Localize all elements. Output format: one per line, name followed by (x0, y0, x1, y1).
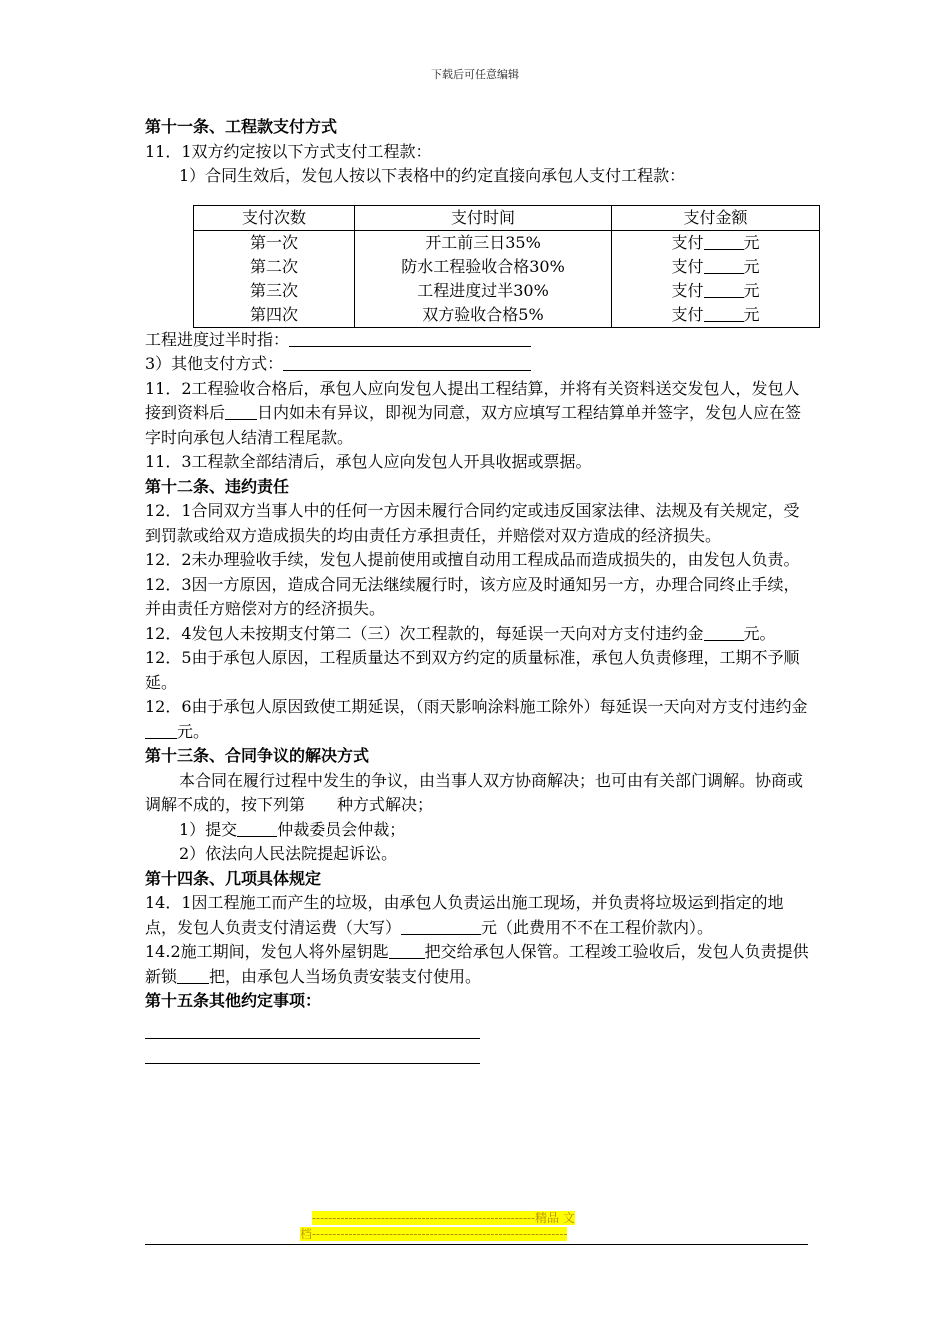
fee-blank[interactable] (401, 917, 481, 935)
clause-11-1-item-1: 1）合同生效后，发包人按以下表格中的约定直接向承包人支付工程款： (179, 166, 686, 185)
penalty-blank[interactable] (704, 623, 744, 641)
footer-divider (145, 1244, 808, 1245)
clause-11-3: 11．3工程款全部结清后，承包人应向发包人开具收据或票据。 (145, 452, 592, 471)
clause-text: 11．2工程验收合格后，承包人应向发包人提出工程结算，并将有关资料送交发包人，发包人接到资料后 (145, 378, 800, 422)
currency-label: 元 (743, 304, 760, 324)
key-count-blank[interactable] (389, 941, 425, 959)
pay-label: 支付 (671, 232, 704, 252)
pay-label: 支付 (671, 280, 704, 300)
amount-blank[interactable] (704, 280, 744, 298)
clause-14-1 (145, 891, 810, 940)
clause-12-6 (145, 695, 810, 744)
lock-count-blank[interactable] (177, 966, 209, 984)
payment-amount (612, 279, 820, 303)
payment-amount (612, 303, 820, 328)
other-terms-line[interactable] (145, 1014, 480, 1039)
pay-label: 支付 (671, 304, 704, 324)
currency-label: 元 (743, 256, 760, 276)
payment-amount (612, 230, 820, 255)
section-12-title: 第十二条、违约责任 (145, 476, 290, 496)
dispute-option-1 (145, 818, 810, 843)
payment-time: 双方验收合格5% (355, 303, 612, 328)
clause-12-5: 12．5由于承包人原因，工程质量达不到双方约定的质量标准，承包人负责修理，工期不予顺延。 (145, 648, 800, 692)
other-payment-blank[interactable] (283, 353, 531, 371)
table-header-cell: 支付次数 (194, 205, 355, 230)
table-row (194, 303, 820, 328)
clause-text: 12．4发包人未按期支付第二（三）次工程款的，每延误一天向对方支付违约金 (145, 623, 704, 643)
payment-number: 第三次 (194, 279, 355, 303)
clause-text: 元（此费用不不在工程价款内）。 (481, 917, 714, 937)
clause-12-1: 12．1合同双方当事人中的任何一方因未履行合同约定或违反国家法律、法规及有关规定，受到罚款或给双方造成损失的均由责任方承担责任，并赔偿对双方造成的经济损失。 (145, 501, 800, 545)
arbitration-blank[interactable] (237, 819, 277, 837)
clause-text: 12．6由于承包人原因致使工期延误，（雨天影响涂料施工除外）每延误一天向对方支付违约金 (145, 697, 808, 716)
clause-text: 元。 (177, 721, 210, 741)
footer-line: -------------------------------------------------------精品 文 (312, 1211, 575, 1225)
clause-text: 把，由承包人当场负责安装支付使用。 (209, 966, 482, 986)
section-11-title: 第十一条、工程款支付方式 (145, 117, 338, 136)
clause-text: 1）提交 (179, 819, 238, 839)
other-terms-line[interactable] (145, 1039, 480, 1064)
payment-number: 第一次 (194, 230, 355, 255)
section-15-title: 第十五条其他约定事项： (145, 991, 322, 1010)
table-header-cell: 支付金额 (612, 205, 820, 230)
clause-text: 把交给承包人保管。工程竣工验收后，发包人负责提供新锁 (145, 942, 809, 986)
table-row (194, 279, 820, 303)
clause-14-2 (145, 940, 810, 989)
other-payment (145, 352, 810, 377)
currency-label: 元 (743, 280, 760, 300)
amount-blank[interactable] (704, 256, 744, 274)
progress-label: 工程进度过半时指： (145, 329, 290, 349)
clause-text: 14．1因工程施工而产生的垃圾，由承包人负责运出施工现场，并负责将垃圾运到指定的地点，发包人负责支付清运费（大写） (145, 893, 784, 937)
page-header: 下载后可任意编辑 (431, 68, 519, 81)
document-body (145, 115, 810, 1064)
payment-time: 工程进度过半30% (355, 279, 612, 303)
payment-table (193, 205, 820, 328)
table-row (194, 255, 820, 279)
progress-blank[interactable] (289, 329, 531, 347)
amount-blank[interactable] (704, 304, 744, 322)
currency-label: 元 (743, 232, 760, 252)
table-header-row (194, 205, 820, 230)
clause-12-4 (145, 622, 810, 647)
payment-number: 第四次 (194, 303, 355, 328)
amount-blank[interactable] (704, 232, 744, 250)
clause-12-2: 12．2未办理验收手续，发包人提前使用或擅自动用工程成品而造成损失的，由发包人负责。 (145, 550, 800, 569)
payment-time: 开工前三日35% (355, 230, 612, 255)
clause-11-2 (145, 377, 810, 451)
clause-text: 日内如未有异议，即视为同意，双方应填写工程结算单并签字，发包人应在签字时向承包人结清工程尾款。 (145, 403, 802, 447)
pay-label: 支付 (671, 256, 704, 276)
payment-time: 防水工程验收合格30% (355, 255, 612, 279)
dispute-option-2: 2）依法向人民法院提起诉讼。 (179, 844, 398, 863)
table-header-cell: 支付时间 (355, 205, 612, 230)
table-row (194, 230, 820, 255)
footer-line: 档--------------------------------------------------------------- (300, 1227, 568, 1241)
dispute-clause: 本合同在履行过程中发生的争议，由当事人双方协商解决；也可由有关部门调解。协商或调解不成的，按下列第 种方式解决； (145, 770, 804, 814)
section-14-title: 第十四条、几项具体规定 (145, 868, 322, 888)
days-blank[interactable] (225, 402, 257, 420)
section-13-title: 第十三条、合同争议的解决方式 (145, 746, 370, 765)
payment-amount (612, 255, 820, 279)
progress-definition (145, 328, 810, 353)
clause-12-3: 12．3因一方原因，造成合同无法继续履行时，该方应及时通知另一方，办理合同终止手续，并由责任方赔偿对方的经济损失。 (145, 574, 800, 618)
clause-text: 元。 (743, 623, 776, 643)
other-payment-label: 3）其他支付方式： (145, 354, 284, 373)
footer-watermark (300, 1210, 650, 1242)
clause-text: 仲裁委员会仲裁； (277, 819, 406, 839)
clause-text: 14.2施工期间，发包人将外屋钥匙 (145, 942, 389, 961)
penalty-blank[interactable] (145, 721, 177, 739)
clause-11-1: 11．1双方约定按以下方式支付工程款： (145, 141, 432, 161)
payment-number: 第二次 (194, 255, 355, 279)
